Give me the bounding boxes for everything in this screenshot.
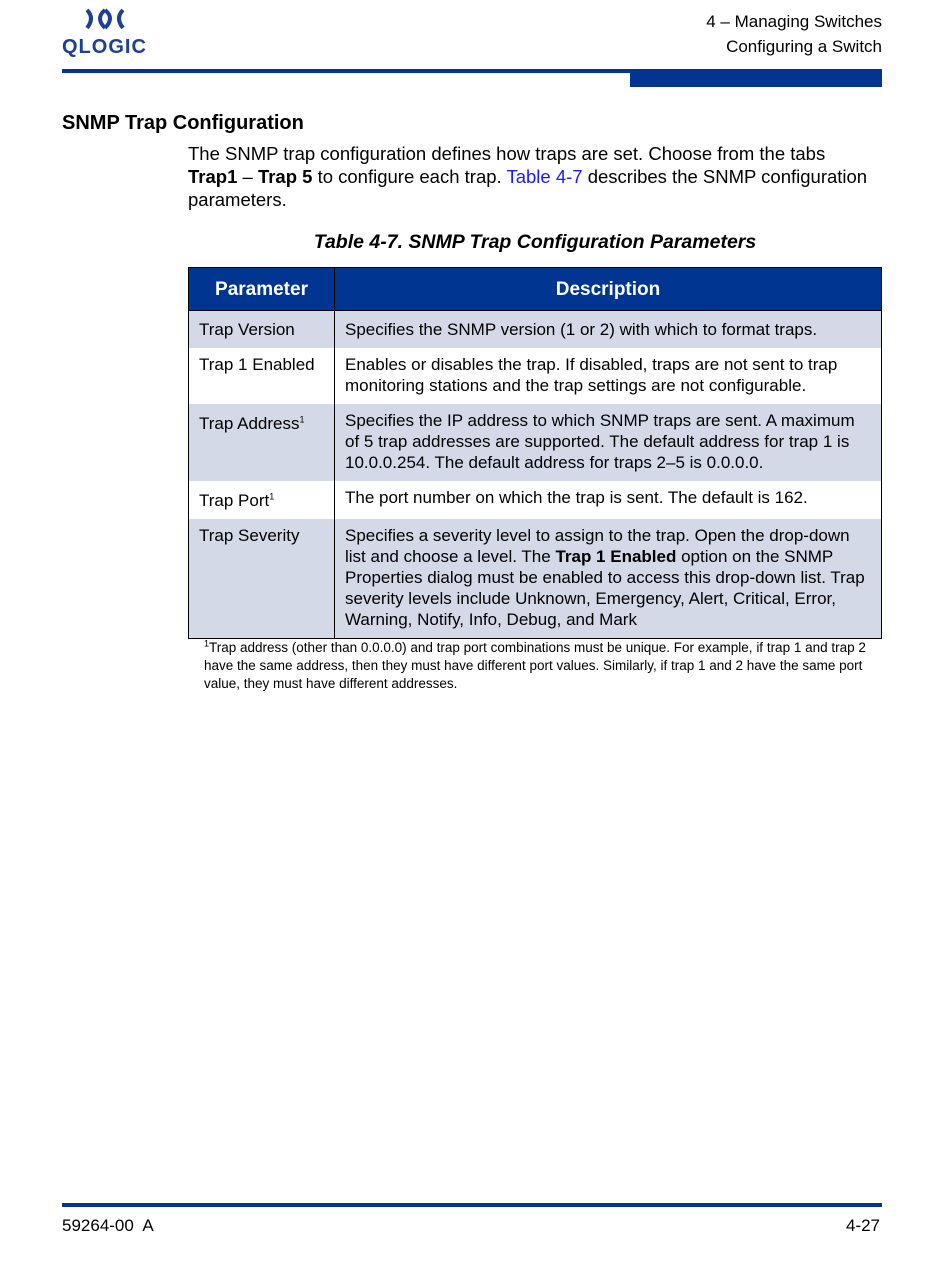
qlogic-logo [62, 6, 152, 62]
logo-wordmark: QLOGIC [62, 36, 147, 58]
intro-text: to configure each trap. [312, 166, 507, 187]
footnote-text: Trap address (other than 0.0.0.0) and trap port combinations must be unique. For example, if trap 1 and trap 2 have the same address, then they must have different port values. Similarly, if trap 1 and 2 have the same port value, they must have different addresses. [204, 640, 866, 691]
section-name: Configuring a Switch [726, 36, 882, 56]
parameter-cell [189, 404, 335, 481]
parameter-cell: Trap Severity [189, 519, 335, 639]
page-number: 4-27 [845, 1216, 880, 1235]
footnote-marker: 1 [269, 491, 275, 502]
parameter-cell: Trap 1 Enabled [189, 348, 335, 404]
description-cell: Specifies the IP address to which SNMP traps are sent. A maximum of 5 trap addresses are supported. The default address for trap 1 is 10.0.0.254. The default address for traps 2–5 is 0.0.0.0. [335, 404, 882, 481]
intro-bold-trap5: Trap 5 [257, 166, 313, 187]
section-heading: SNMP Trap Configuration [62, 112, 304, 134]
description-cell: Enables or disables the trap. If disabled, traps are not sent to trap monitoring stations and the trap settings are not configurable. [335, 348, 882, 404]
table-row [189, 348, 882, 404]
footnote-marker: 1 [204, 638, 210, 649]
intro-bold-trap1: Trap1 [188, 166, 238, 187]
description-bold-term: Trap 1 Enabled [555, 547, 677, 566]
table-row [189, 481, 882, 519]
snmp-trap-parameters-table [188, 267, 882, 639]
intro-text: The SNMP trap configuration defines how traps are set. Choose from the tabs [188, 143, 826, 164]
parameter-cell [189, 481, 335, 519]
table-footnote [204, 639, 874, 693]
table-header-row [189, 268, 882, 311]
parameter-label: Trap Port [199, 491, 270, 510]
parameter-label: Trap Address [199, 414, 300, 433]
table-row [189, 404, 882, 481]
description-cell: Specifies the SNMP version (1 or 2) with which to format traps. [335, 311, 882, 349]
footnote-marker: 1 [299, 414, 305, 425]
header-accent-bar [630, 69, 882, 87]
intro-dash: – [237, 166, 258, 187]
document-number: 59264-00 A [62, 1216, 154, 1235]
table-cross-reference-link[interactable]: Table 4-7 [506, 166, 583, 187]
description-cell: The port number on which the trap is sent. The default is 162. [335, 481, 882, 519]
column-header-parameter: Parameter [189, 268, 335, 311]
chapter-title: 4 – Managing Switches [706, 12, 882, 31]
description-text: option on the SNMP Properties dialog must be enabled to access this drop-down list. Trap severity levels include Unknown, Emergency, Alert, Critical, Error, Warning, Notify, Info, Debug, and Mark [345, 547, 865, 629]
intro-paragraph [188, 142, 878, 211]
parameter-cell: Trap Version [189, 311, 335, 349]
intro-text: describes the SNMP configuration parameters. [188, 166, 868, 210]
table-row [189, 519, 882, 639]
description-cell [335, 519, 882, 639]
footer-rule [62, 1203, 882, 1207]
qlogic-logo-icon [83, 6, 127, 36]
table-row [189, 311, 882, 349]
table-caption: Table 4-7. SNMP Trap Configuration Parameters [313, 231, 757, 253]
description-text: Specifies a severity level to assign to the trap. Open the drop-down list and choose a level. The [345, 526, 850, 566]
column-header-description: Description [335, 268, 882, 311]
running-header [706, 10, 882, 59]
